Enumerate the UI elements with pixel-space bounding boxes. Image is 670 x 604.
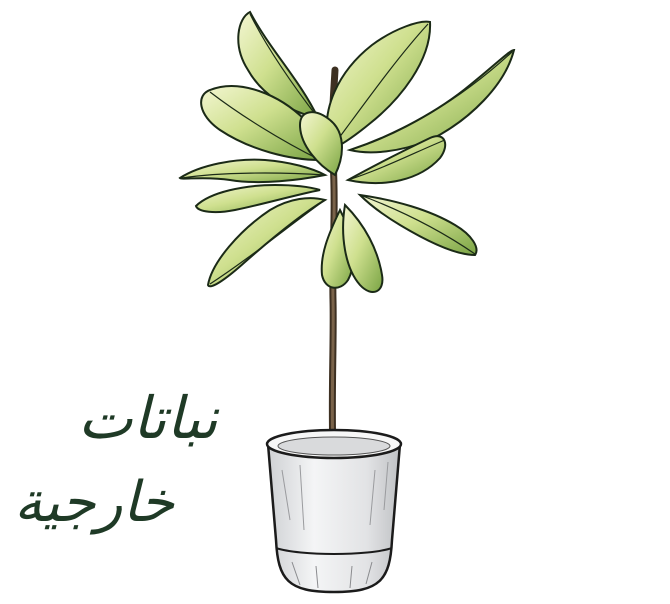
pot <box>267 430 401 592</box>
leaves <box>180 12 514 292</box>
caption-line-2: خارجية <box>14 470 175 535</box>
leaf <box>180 160 325 182</box>
leaf <box>360 195 476 255</box>
caption-line-1: نباتات <box>78 384 218 452</box>
